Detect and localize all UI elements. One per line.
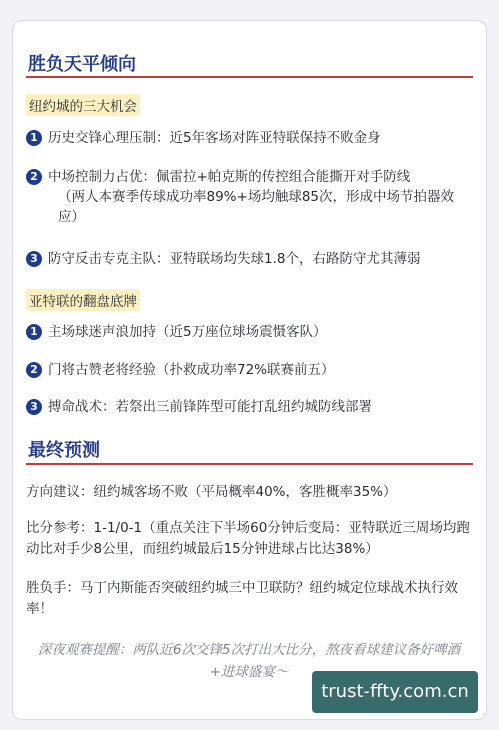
list-item-text: 历史交锋心理压制：近5年客场对阵亚特联保持不败金身 <box>48 130 381 146</box>
nyc-heading: 纽约城的三大机会 <box>26 94 140 116</box>
number-1-icon: 1 <box>26 130 42 146</box>
section-title-prediction: 最终预测 <box>28 440 100 461</box>
list-item <box>26 128 466 148</box>
list-item <box>26 322 466 342</box>
list-item <box>26 167 466 227</box>
prediction-direction: 方向建议：纽约城客场不败（平局概率40%，客胜概率35%） <box>26 484 397 500</box>
section-divider <box>26 463 473 465</box>
atl-heading: 亚特联的翻盘底牌 <box>26 289 140 311</box>
number-3-icon: 3 <box>26 399 42 415</box>
section-divider <box>26 76 473 78</box>
number-2-icon: 2 <box>26 362 42 378</box>
number-1-icon: 1 <box>26 324 42 340</box>
watermark: trust-ffty.com.cn <box>312 671 478 713</box>
list-item <box>26 249 466 269</box>
list-item-main: 中场控制力占优：佩雷拉+帕克斯的传控组合能撕开对手防线 <box>48 169 411 185</box>
prediction-score: 比分参考：1-1/0-1（重点关注下半场60分钟后变局：亚特联近三周场均跑动比对手少8公里，而纽约城最后15分钟进球占比达38%） <box>26 520 470 557</box>
number-3-icon: 3 <box>26 251 42 267</box>
list-item <box>26 397 466 417</box>
list-item-text <box>48 167 466 227</box>
prediction-key: 胜负手：马丁内斯能否突破纽约城三中卫联防？纽约城定位球战术执行效率！ <box>26 580 458 617</box>
list-item-text: 门将古赞老将经验（扑救成功率72%联赛前五） <box>48 362 335 378</box>
list-item-text: 主场球迷声浪加持（近5万座位球场震慑客队） <box>48 324 327 340</box>
section-title-balance: 胜负天平倾向 <box>28 54 136 75</box>
number-2-icon: 2 <box>26 169 42 185</box>
list-item <box>26 360 466 380</box>
list-item-text: 防守反击专克主队：亚特联场均失球1.8个，右路防守尤其薄弱 <box>48 251 421 267</box>
late-night-tip: 深夜观赛提醒：两队近6次交锋5次打出大比分，熬夜看球建议备好啤酒+进球盛宴～ <box>37 642 461 680</box>
list-item-text: 搏命战术：若祭出三前锋阵型可能打乱纽约城防线部署 <box>48 399 372 415</box>
list-item-sub: （两人本赛季传球成功率89%+场均触球85次，形成中场节拍器效应） <box>58 189 454 225</box>
